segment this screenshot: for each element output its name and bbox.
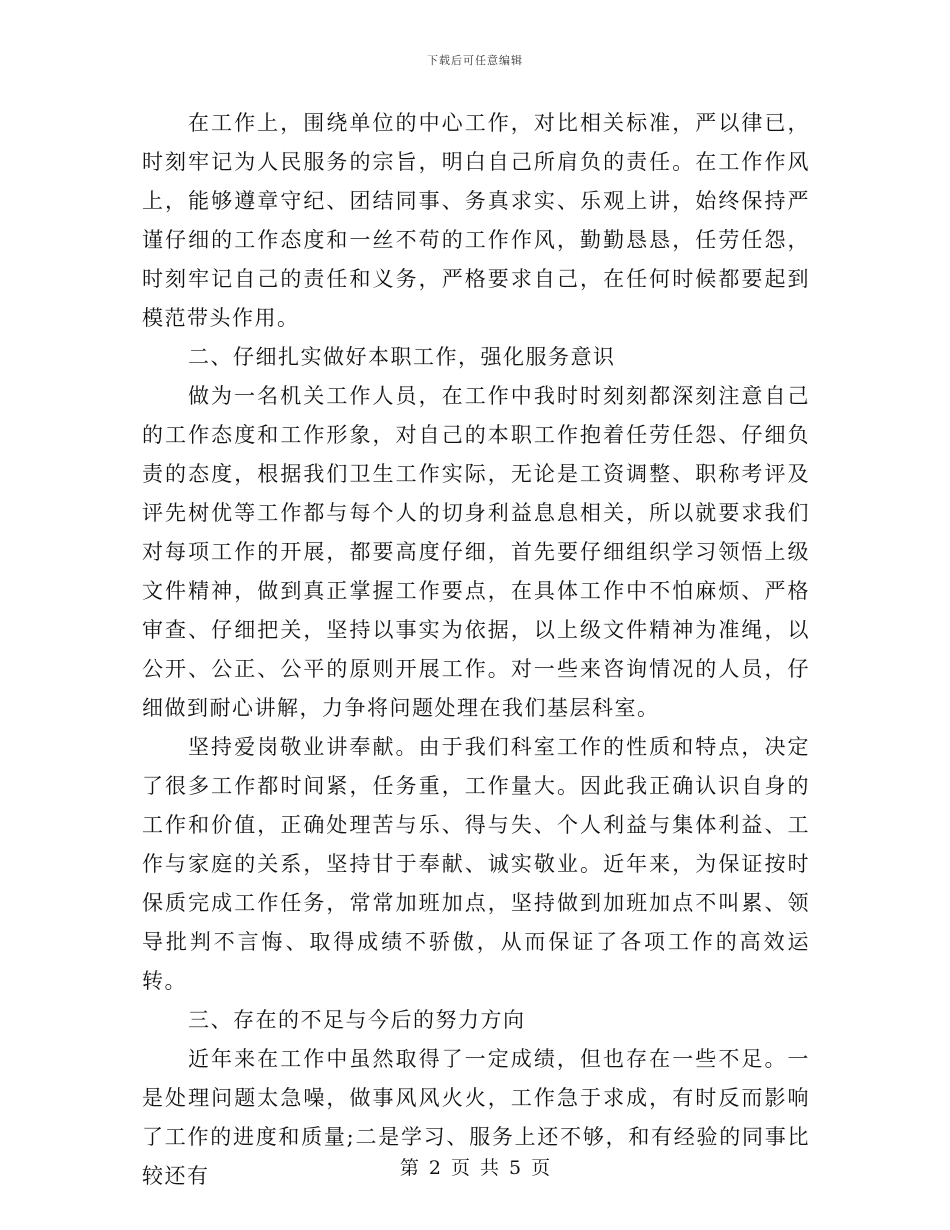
section-heading-2: 二、仔细扎实做好本职工作，强化服务意识 <box>188 345 616 369</box>
paragraph-shortcomings: 近年来在工作中虽然取得了一定成绩，但也存在一些不足。一是处理问题太急噪，做事风风火火，工作急于求成，有时反而影响了工作的进度和质量;二是学习、服务上还不够，和有经验的同事比较还有 <box>142 1047 810 1188</box>
paragraph-work-attitude: 在工作上，围绕单位的中心工作，对比相关标准，严以律已，时刻牢记为人民服务的宗旨，明白自己所肩负的责任。在工作作风上，能够遵章守纪、团结同事、务真求实、乐观上讲，始终保持严谨仔细的工作态度和一丝不苟的工作作风，勤勤恳恳，任劳任怨，时刻牢记自己的责任和义务，严格要求自己，在任何时候都要起到模范带头作用。 <box>142 111 810 330</box>
document-body <box>142 104 810 1196</box>
page-number: 第 2 页 共 5 页 <box>399 1157 551 1179</box>
paragraph-dedication: 坚持爱岗敬业讲奉献。由于我们科室工作的性质和特点，决定了很多工作都时间紧，任务重，工作量大。因此我正确认识自身的工作和价值，正确处理苦与乐、得与失、个人利益与集体利益、工作与家庭的关系，坚持甘于奉献、诚实敬业。近年来，为保证按时保质完成工作任务，常常加班加点，坚持做到加班加点不叫累、领导批判不言悔、取得成绩不骄傲，从而保证了各项工作的高效运转。 <box>142 735 810 993</box>
page-header: 下载后可任意编辑 <box>427 54 523 67</box>
section-heading-3: 三、存在的不足与今后的努力方向 <box>188 1008 526 1032</box>
paragraph-duty: 做为一名机关工作人员，在工作中我时时刻刻都深刻注意自己的工作态度和工作形象，对自己的本职工作抱着任劳任怨、仔细负责的态度，根据我们卫生工作实际，无论是工资调整、职称考评及评先树优等工作都与每个人的切身利益息息相关，所以就要求我们对每项工作的开展，都要高度仔细，首先要仔细组织学习领悟上级文件精神，做到真正掌握工作要点，在具体工作中不怕麻烦、严格审查、仔细把关，坚持以事实为依据，以上级文件精神为准绳，以公开、公正、公平的原则开展工作。对一些来咨询情况的人员，仔细做到耐心讲解，力争将问题处理在我们基层科室。 <box>142 384 810 720</box>
